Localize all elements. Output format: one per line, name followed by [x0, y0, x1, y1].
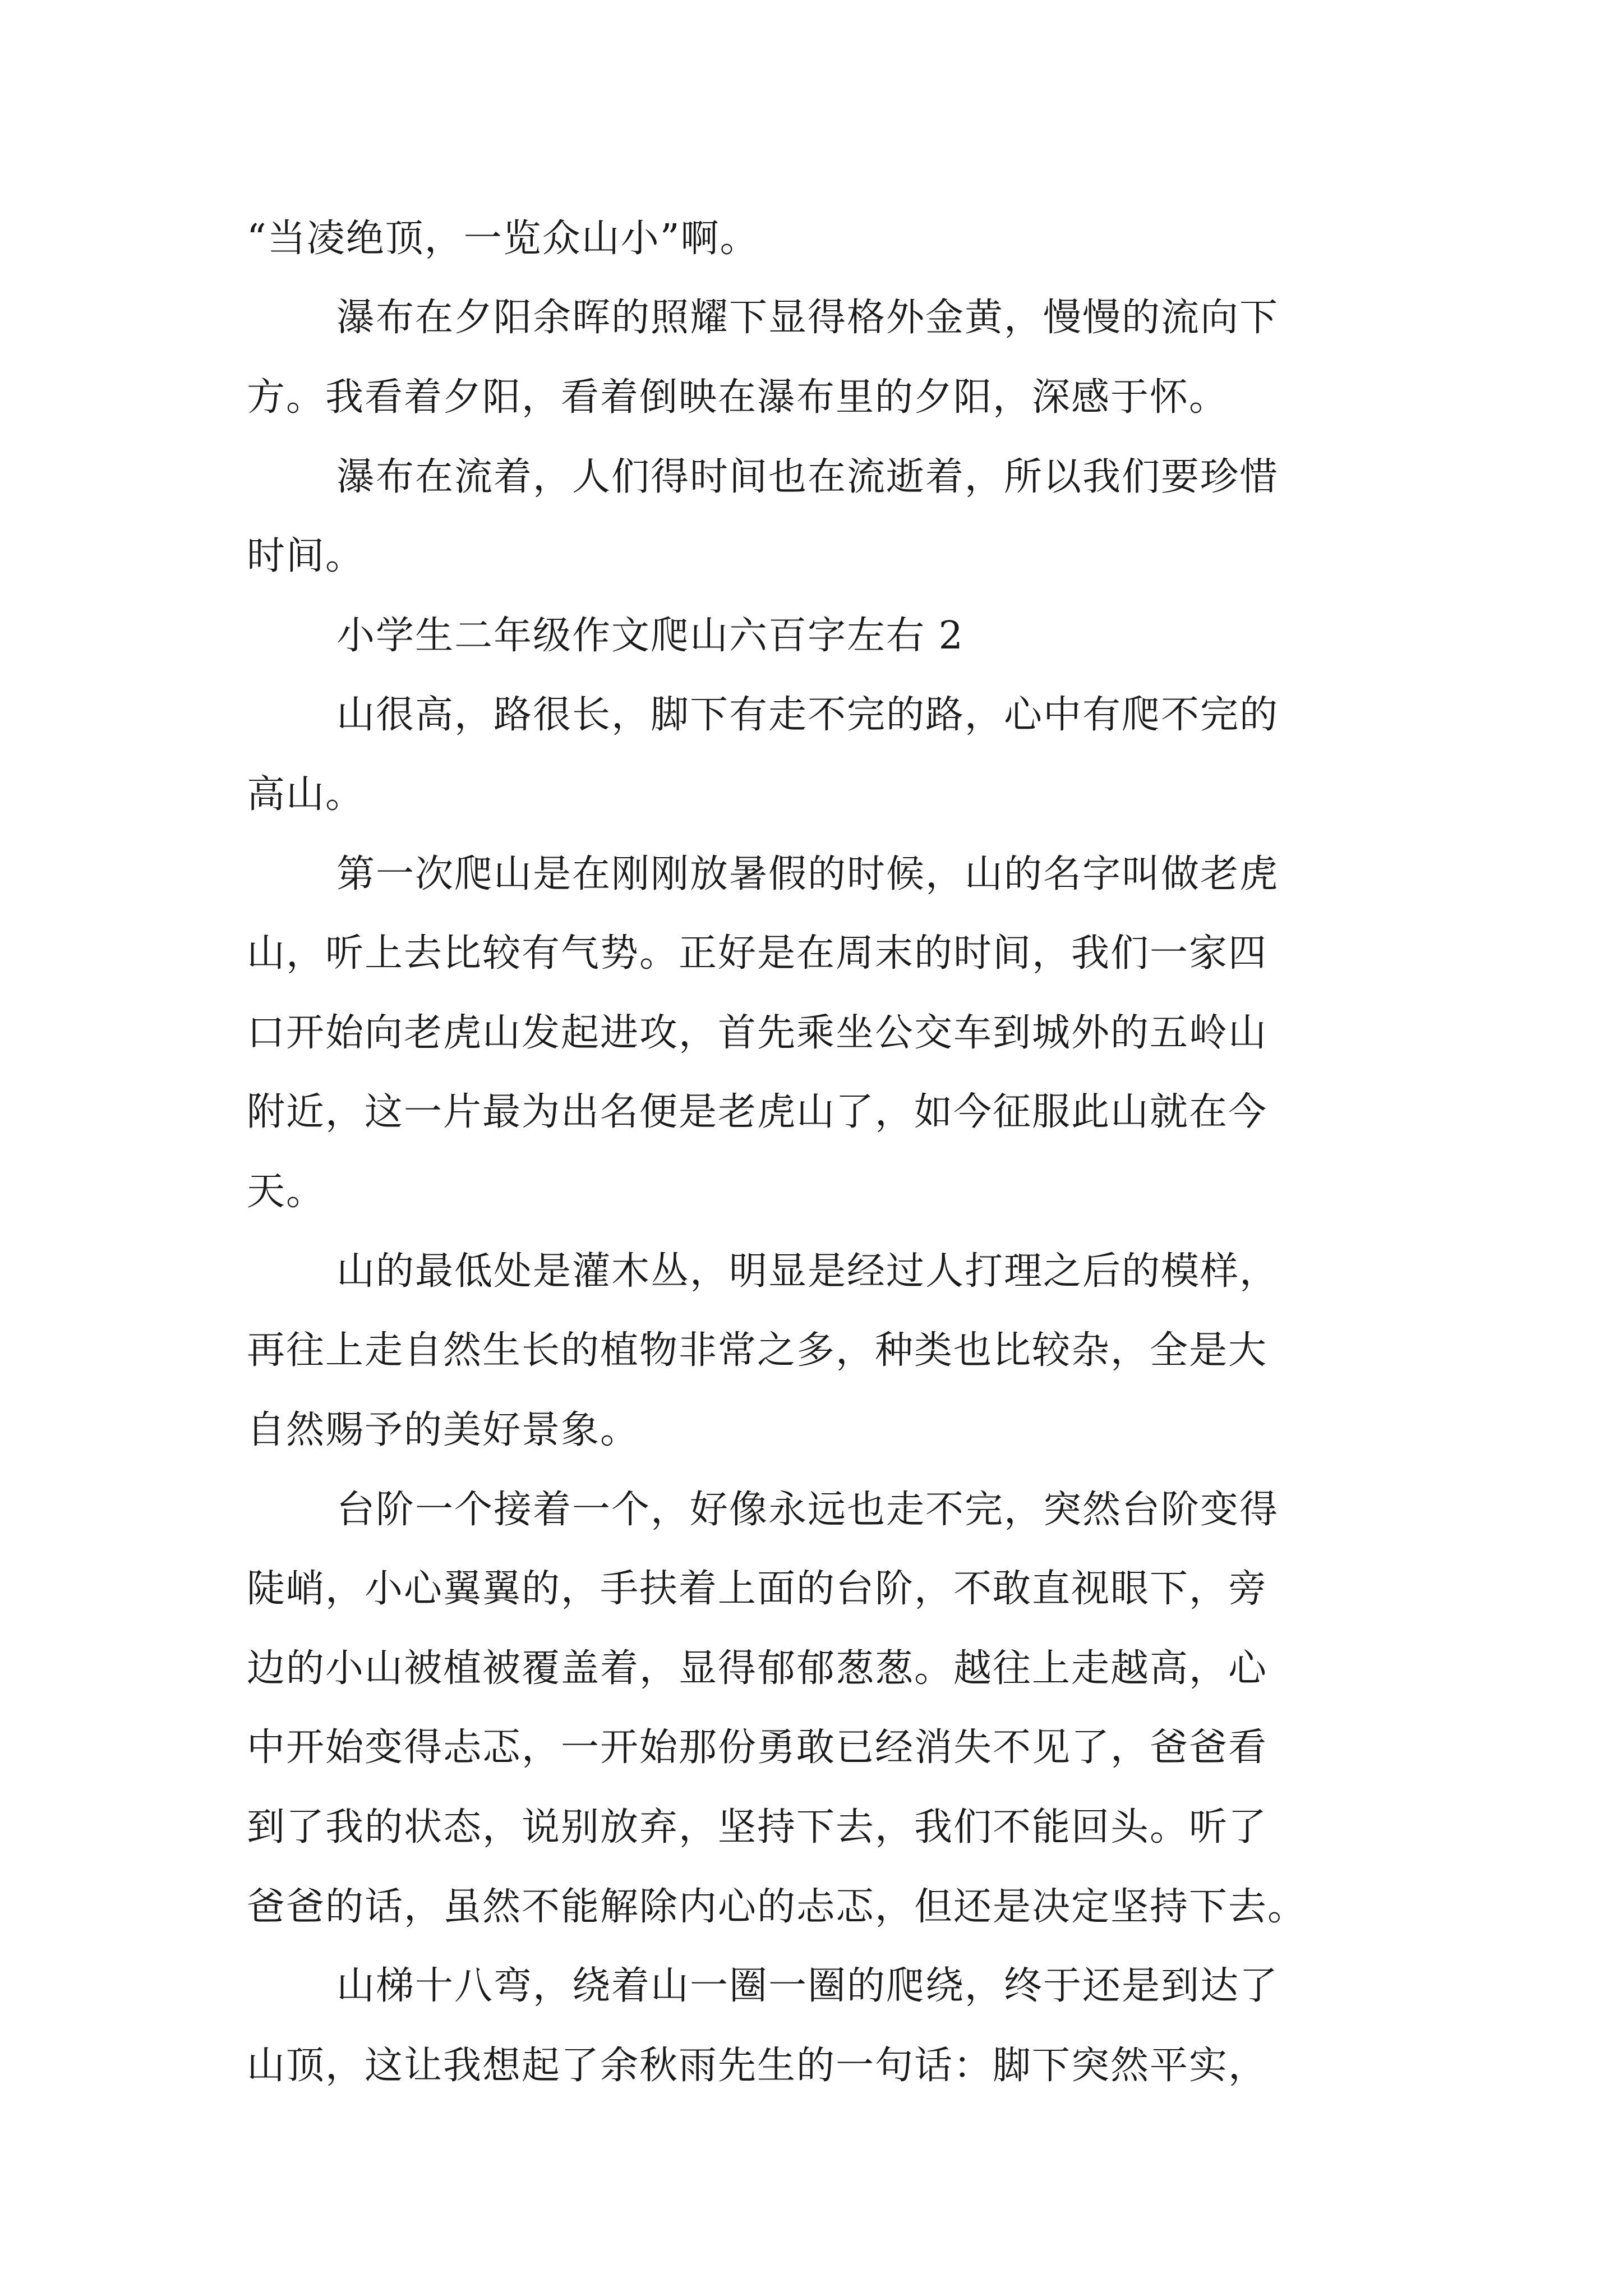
text-line: 山的最低处是灌木丛，明显是经过人打理之后的模样，	[336, 1249, 1279, 1294]
section-heading: 小学生二年级作文爬山六百字左右 2	[336, 614, 964, 658]
text-line: 山顶，这让我想起了余秋雨先生的一句话：脚下突然平实，	[247, 2044, 1268, 2088]
text-line: 方。我看着夕阳，看着倒映在瀑布里的夕阳，深感于怀。	[247, 375, 1229, 420]
text-line: 口开始向老虎山发起进攻，首先乘坐公交车到城外的五岭山	[247, 1011, 1268, 1055]
text-line: 再往上走自然生长的植物非常之多，种类也比较杂，全是大	[247, 1328, 1268, 1373]
text-line: 高山。	[247, 772, 365, 817]
text-line: 瀑布在流着，人们得时间也在流逝着，所以我们要珍惜	[336, 455, 1279, 499]
text-line: 山，听上去比较有气势。正好是在周末的时间，我们一家四	[247, 931, 1268, 976]
text-line: 陡峭，小心翼翼的，手扶着上面的台阶，不敢直视眼下，旁	[247, 1567, 1268, 1611]
text-line: 台阶一个接着一个，好像永远也走不完，突然台阶变得	[336, 1488, 1279, 1532]
text-line: 自然赐予的美好景象。	[247, 1408, 640, 1452]
text-line: 山很高，路很长，脚下有走不完的路，心中有爬不完的	[336, 693, 1279, 737]
text-line: 天。	[247, 1170, 326, 1214]
text-line: 山梯十八弯，绕着山一圈一圈的爬绕，终于还是到达了	[336, 1964, 1279, 2008]
text-line: 时间。	[247, 534, 365, 578]
text-line: 中开始变得忐忑，一开始那份勇敢已经消失不见了，爸爸看	[247, 1726, 1268, 1770]
text-line: 第一次爬山是在刚刚放暑假的时候，山的名字叫做老虎	[336, 852, 1279, 896]
text-line: 爸爸的话，虽然不能解除内心的忐忑，但还是决定坚持下去。	[247, 1885, 1307, 1929]
text-line: “当凌绝顶，一览众山小”啊。	[247, 217, 759, 261]
text-line: 到了我的状态，说别放弃，坚持下去，我们不能回头。听了	[247, 1805, 1268, 1849]
text-line: 边的小山被植被覆盖着，显得郁郁葱葱。越往上走越高，心	[247, 1646, 1268, 1691]
text-line: 瀑布在夕阳余晖的照耀下显得格外金黄，慢慢的流向下	[336, 296, 1279, 340]
text-line: 附近，这一片最为出名便是老虎山了，如今征服此山就在今	[247, 1090, 1268, 1134]
